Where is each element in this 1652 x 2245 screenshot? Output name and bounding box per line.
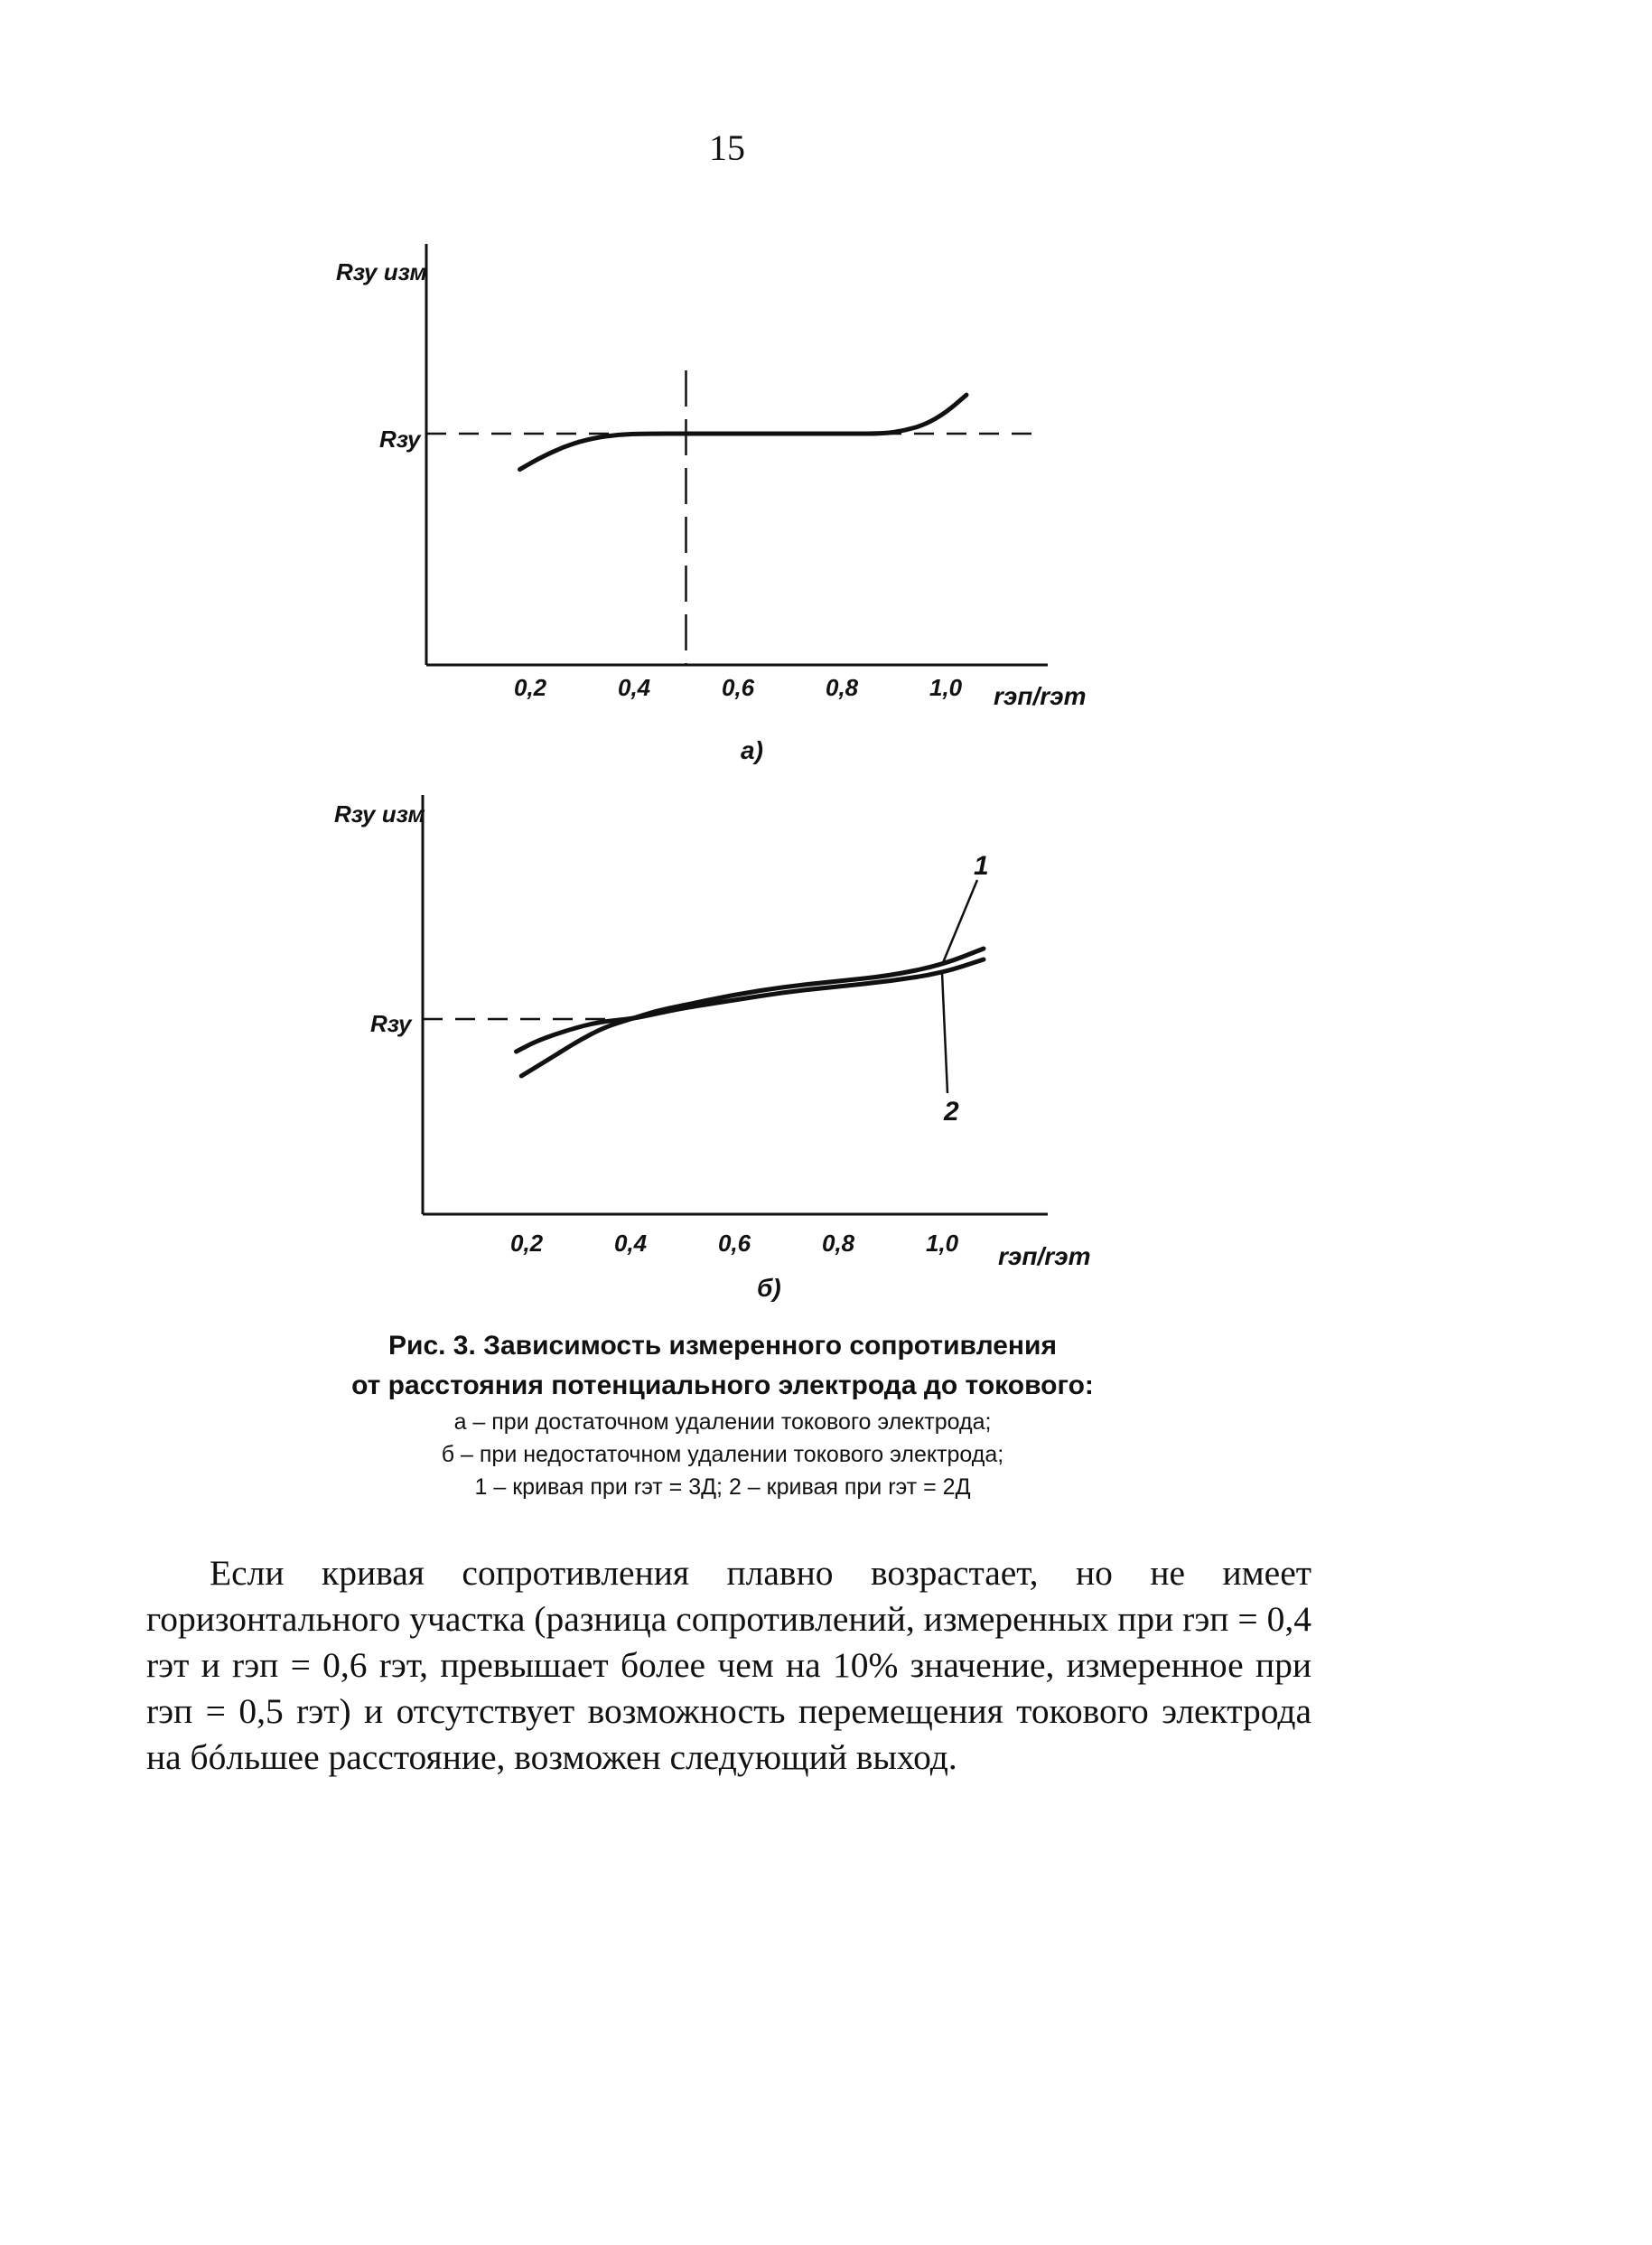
chart-b (0, 795, 1652, 1301)
series-line-1 (521, 949, 984, 1076)
x-tick-label: 0,2 (514, 674, 547, 701)
x-tick-label: 1,0 (929, 674, 963, 701)
x-tick-label: 0,2 (510, 1230, 544, 1257)
panel-label: б) (757, 1274, 781, 1302)
caption-title-line: от расстояния потенциального электрода до токового: (351, 1370, 1094, 1400)
caption-item-b: б – при недостаточном удалении токового электрода; (441, 1442, 1004, 1467)
y-axis-label: Rзу изм (336, 258, 427, 285)
series-layer (520, 395, 967, 469)
body-text (146, 1550, 1311, 1781)
x-tick-label: 0,4 (614, 1230, 648, 1257)
series-label: 1 (974, 851, 989, 881)
x-tick-label: 0,6 (718, 1230, 751, 1257)
y-reference-label: Rзу (370, 1010, 412, 1037)
caption-title-line: Рис. 3. Зависимость измеренного сопротивления (388, 1331, 1057, 1361)
y-reference-label: Rзу (379, 426, 421, 453)
series-layer (517, 851, 989, 1127)
series-label: 2 (944, 1097, 959, 1127)
body-paragraph: Если кривая сопротивления плавно возрастает, но не имеет горизонтального участка (разница сопротивлений, измеренных при rэп = 0,4 rэт и rэп = 0,6 rэт, превышает более чем на 10% значение, измеренное при rэп = 0,5 rэт) и отсутствует возможность перемещения токового электрода на бóльшее расстояние, возможен следующий выход. (146, 1553, 1311, 1777)
x-tick-label: 0,4 (618, 674, 651, 701)
y-axis-label: Rзу изм (334, 800, 425, 828)
x-tick-label: 1,0 (926, 1230, 959, 1257)
x-tick-label: 0,6 (722, 674, 755, 701)
x-tick-labels (510, 1230, 959, 1257)
x-axis-label: rэп/rэт (998, 1242, 1091, 1270)
panel-label: а) (741, 736, 763, 764)
series-label-leader (942, 973, 947, 1093)
x-tick-labels (514, 674, 963, 701)
x-tick-label: 0,8 (826, 674, 859, 701)
caption-item-legend: 1 – кривая при rэт = 3Д; 2 – кривая при rэт = 2Д (474, 1474, 971, 1500)
chart-a (0, 244, 1652, 768)
page-number: 15 (709, 127, 745, 168)
x-tick-label: 0,8 (822, 1230, 855, 1257)
caption-item-a: а – при достаточном удалении токового электрода; (453, 1409, 992, 1435)
x-axis-label: rэп/rэт (994, 682, 1087, 710)
figure-caption (271, 1326, 1174, 1503)
series-line (520, 395, 967, 469)
